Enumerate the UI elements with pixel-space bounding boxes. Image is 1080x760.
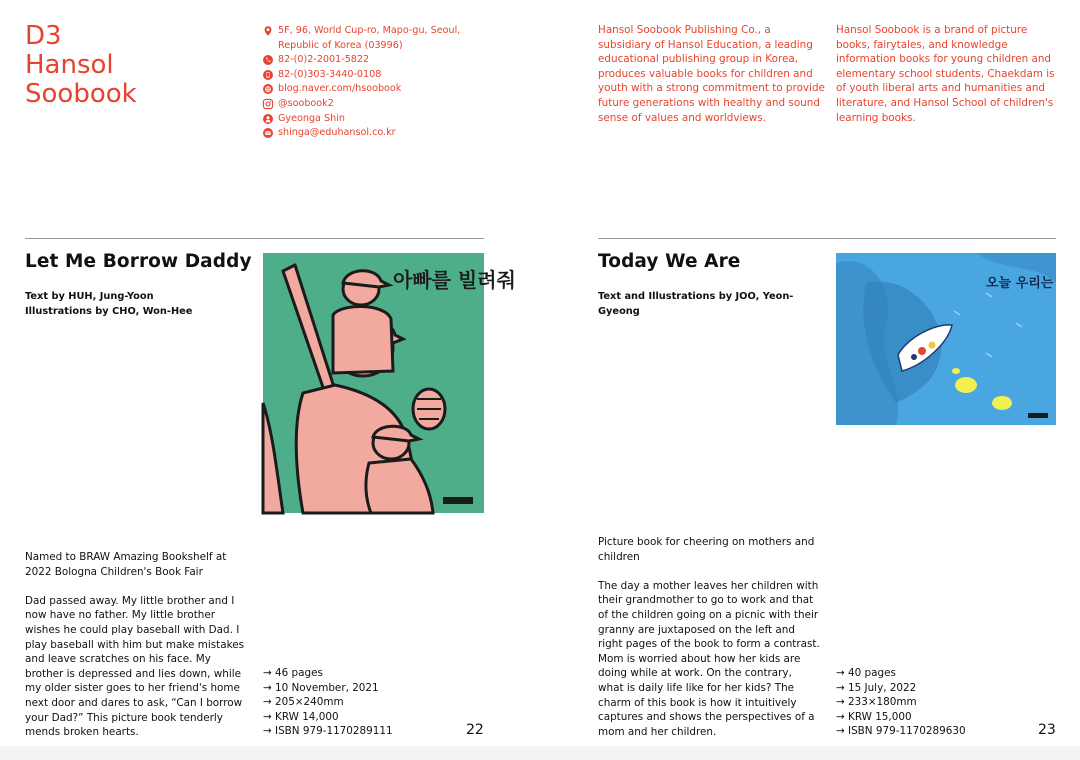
- book-tagline: Picture book for cheering on mothers and children: [598, 536, 815, 563]
- book-summary: Dad passed away. My little brother and I now have no father. My little brother wishes he could play baseball with Dad. I play baseball with him but make mistakes and leave scratches on his face. My brother is depressed and lies down, while my older sister goes to her friend's home next door and dares to ask, “Can I borrow your Dad?” This picture book tenderly mends broken hearts.: [25, 594, 245, 739]
- contact-blog-link[interactable]: blog.naver.com/hsoobook: [278, 83, 402, 95]
- book-summary: The day a mother leaves her children with their grandmother to go to work and that of the children going on a picnic with their granny are juxtaposed on the left and right pages of the book to form a contrast. Mom is worried about how her kids are doing while at work. On the contrary, what is daily life like for her kids? The charm of this book is how it intuitively captures and shows the perspectives of a mom and her children.: [598, 579, 820, 738]
- book-title-1: Let Me Borrow Daddy: [25, 251, 252, 272]
- publisher-code: [25, 22, 245, 109]
- spec-date: → 10 November, 2021: [263, 681, 379, 694]
- contact-row-phone: [263, 53, 488, 68]
- page-number-left: 22: [466, 722, 484, 738]
- spec-size: → 205×240mm: [263, 696, 344, 709]
- book-credits-1: [25, 290, 255, 319]
- spec-isbn: → ISBN 979-1170289630: [836, 725, 966, 738]
- contact-row-email[interactable]: [263, 126, 488, 141]
- contact-address: 5F, 96, World Cup-ro, Mapo-gu, Seoul, Republic of Korea (03996): [278, 25, 461, 51]
- contact-row-person: [263, 112, 488, 127]
- credit-line: Text and Illustrations by JOO, Yeon-Gyeong: [598, 291, 794, 317]
- instagram-icon: [263, 99, 273, 109]
- publisher-about-1: Hansol Soobook Publishing Co., a subsidiary of Hansol Education, a leading educational publishing group in Korea, produces valuable books for children and youth with a strong commitment to provide future generations with healthy and sound sense of values and worldviews.: [598, 24, 825, 124]
- publisher-code-line: Soobook: [25, 79, 137, 109]
- contact-email-link[interactable]: shinga@eduhansol.co.kr: [278, 127, 396, 139]
- book-award: Named to BRAW Amazing Bookshelf at 2022 Bologna Children's Book Fair: [25, 551, 227, 578]
- contact-row-address: [263, 24, 488, 53]
- person-icon: [263, 114, 273, 124]
- book-cover-2: [836, 253, 1056, 425]
- contact-instagram-link[interactable]: @soobook2: [278, 97, 334, 109]
- book-cover-2-illustration: [836, 253, 1056, 425]
- contact-row-blog[interactable]: [263, 82, 488, 97]
- phone-icon: [263, 55, 273, 65]
- paragraph-gap: [25, 579, 250, 594]
- divider-left: [25, 238, 484, 239]
- location-pin-icon: [263, 26, 273, 36]
- spec-pages: → 46 pages: [263, 667, 323, 679]
- contact-info: [263, 24, 488, 141]
- contact-row-instagram[interactable]: [263, 97, 488, 112]
- book-credits-2: [598, 290, 833, 319]
- book-description-1: [25, 550, 250, 740]
- divider-right: [598, 238, 1056, 239]
- cover-korean-title: 오늘 우리는: [986, 276, 1054, 291]
- email-icon: [263, 128, 273, 138]
- blog-icon: [263, 84, 273, 94]
- contact-person: Gyeonga Shin: [278, 112, 345, 124]
- spec-pages: → 40 pages: [836, 667, 896, 679]
- book-cover-1-illustration: [263, 253, 516, 513]
- book-cover-1: [263, 253, 516, 513]
- spec-size: → 233×180mm: [836, 696, 917, 709]
- spec-date: → 15 July, 2022: [836, 681, 917, 694]
- page-number-right: 23: [1038, 722, 1056, 738]
- spec-isbn: → ISBN 979-1170289111: [263, 725, 393, 738]
- publisher-code-line: Hansol: [25, 50, 114, 80]
- publisher-about-2: Hansol Soobook is a brand of picture books, fairytales, and knowledge information books for young children and elementary school students, Chaekdam is of youth liberal arts and humanities and literature, and Hansol School of children's learning books.: [836, 24, 1055, 124]
- contact-phone: 82-(0)2-2001-5822: [278, 54, 370, 66]
- mobile-phone-icon: [263, 70, 273, 80]
- book-specs-1: [263, 666, 463, 739]
- book-specs-2: [836, 666, 1036, 739]
- book-title-2: Today We Are: [598, 251, 741, 272]
- spec-price: → KRW 14,000: [263, 710, 339, 723]
- credit-line: Text by HUH, Jung-Yoon: [25, 291, 154, 302]
- book-description-2: [598, 535, 820, 739]
- paragraph-gap: [598, 564, 820, 579]
- credit-line: Illustrations by CHO, Won-Hee: [25, 305, 193, 317]
- spec-price: → KRW 15,000: [836, 710, 912, 723]
- cover-korean-title: 아빠를 빌려줘: [393, 268, 516, 292]
- publisher-code-line: D3: [25, 21, 62, 51]
- bottom-strip: [0, 746, 1080, 760]
- contact-mobile: 82-(0)303-3440-0108: [278, 68, 382, 80]
- contact-row-mobile: [263, 68, 488, 83]
